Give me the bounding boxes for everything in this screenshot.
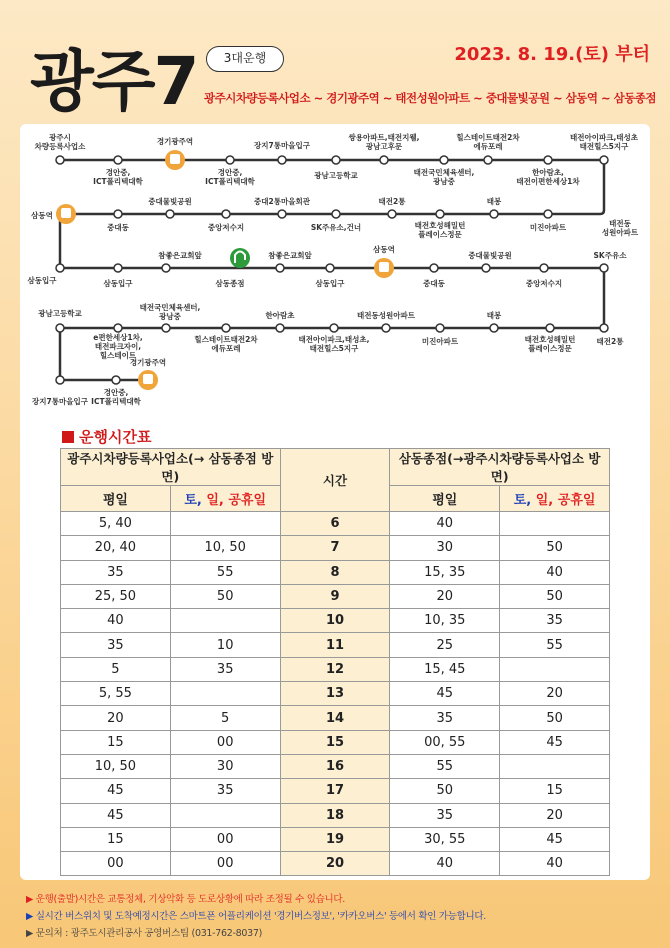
hour-cell: 12	[280, 657, 390, 681]
dir1-weekday-cell: 45	[61, 779, 171, 803]
stop-label: 삼동역	[31, 211, 53, 220]
dir1-weekday-cell: 5, 40	[61, 512, 171, 536]
timetable-row	[61, 754, 610, 778]
dir1-weekday-cell: 10, 50	[61, 754, 171, 778]
dir2-weekday-cell: 10, 35	[390, 609, 500, 633]
route-map	[20, 124, 650, 420]
dir2-weekday-cell: 30	[390, 536, 500, 560]
stop-label: ICT폴리텍대학	[205, 177, 255, 186]
timetable-row	[61, 827, 610, 851]
dir1-weekday-cell: 5	[61, 657, 171, 681]
dir2-holiday-cell: 15	[500, 779, 610, 803]
stop-label: 태전호성해밀턴	[524, 335, 576, 344]
stop-label: 태전아이파크,태성초	[569, 133, 639, 142]
dir2-holiday-cell: 35	[500, 609, 610, 633]
note-contact: ▶ 문의처 : 광주도시관리공사 공영버스팀 (031-762-8037)	[26, 928, 263, 939]
dir1-weekday-cell: 00	[61, 852, 171, 876]
stop-label: 중대동	[107, 223, 129, 232]
stop-label: 태봉	[486, 311, 502, 320]
dir2-holiday-cell: 40	[500, 852, 610, 876]
timetable-row	[61, 633, 610, 657]
stop-label: 경기광주역	[129, 358, 167, 367]
note-delay: ▶ 운행(출발)시간은 교통정체, 기상악화 등 도로상황에 따라 조정될 수 있습니다.	[26, 894, 345, 905]
dir1-holiday-cell: 35	[170, 657, 280, 681]
dir2-holiday-cell: 50	[500, 584, 610, 608]
dir2-weekday-cell: 55	[390, 754, 500, 778]
timetable-title: 운행시간표	[62, 426, 151, 447]
stop-label: 경안중,	[217, 168, 243, 177]
stop-label: 장지7통마을입구	[254, 141, 310, 150]
dir2-weekday-cell: 15, 35	[390, 560, 500, 584]
bus-station-icon	[374, 258, 394, 278]
timetable-row	[61, 512, 610, 536]
bus-count-badge: 3대운행	[206, 46, 284, 72]
stop-label: 삼동역	[373, 245, 395, 254]
stop-label: 중대물빛공원	[468, 251, 512, 260]
timetable	[60, 448, 610, 876]
stop-label: 태전2통	[596, 337, 624, 346]
stop-label: 광남고후문	[365, 142, 403, 151]
holiday-header: 토, 일, 공휴일	[500, 486, 610, 512]
stop-label: 태전동성원아파트	[357, 311, 415, 320]
stop-label: 광남고등학교	[314, 171, 358, 180]
dir2-weekday-cell: 40	[390, 512, 500, 536]
dir1-weekday-cell: 35	[61, 633, 171, 657]
holiday-header: 토, 일, 공휴일	[170, 486, 280, 512]
dir1-holiday-cell: 10	[170, 633, 280, 657]
dir1-holiday-cell: 55	[170, 560, 280, 584]
timetable-row	[61, 657, 610, 681]
dir1-weekday-cell: 20	[61, 706, 171, 730]
stop-label: 중앙저수지	[525, 279, 563, 288]
content-panel	[20, 124, 650, 880]
dir1-holiday-cell: 00	[170, 730, 280, 754]
stop-label: 태전국민체육센터,	[139, 303, 201, 312]
stop-label: 삼동입구	[315, 279, 345, 288]
stop-label: 태전힐스5지구	[579, 142, 629, 151]
dir1-weekday-cell: 40	[61, 609, 171, 633]
hour-cell: 13	[280, 682, 390, 706]
stop-label: 미진아파트	[529, 223, 567, 232]
stop-label: 힐스테이트태전2차	[194, 335, 258, 344]
stop-label: 삼동입구	[103, 279, 133, 288]
hour-cell: 17	[280, 779, 390, 803]
dir1-weekday-cell: 15	[61, 730, 171, 754]
timetable-row	[61, 779, 610, 803]
stop-label: 중대동	[423, 279, 445, 288]
timetable-row	[61, 730, 610, 754]
stop-label: 참좋은교회앞	[158, 251, 202, 260]
dir1-holiday-cell	[170, 682, 280, 706]
dir2-holiday-cell	[500, 512, 610, 536]
stop-label: 참좋은교회앞	[268, 251, 312, 260]
u-turn-icon	[230, 248, 250, 268]
route-name: 광주7	[30, 43, 198, 120]
dir1-weekday-cell: 45	[61, 803, 171, 827]
stop-label: 광남중	[433, 177, 455, 186]
stop-label: 태봉	[486, 197, 502, 206]
stop-label: 태전국민체육센터,	[413, 168, 475, 177]
dir1-holiday-cell: 35	[170, 779, 280, 803]
dir2-holiday-cell: 40	[500, 560, 610, 584]
dir1-holiday-cell: 30	[170, 754, 280, 778]
timetable-row	[61, 852, 610, 876]
stop-label: 태전호성해밀턴	[414, 221, 466, 230]
hour-cell: 14	[280, 706, 390, 730]
stop-label: 중대2통마을회관	[254, 197, 310, 206]
hour-cell: 18	[280, 803, 390, 827]
hour-cell: 9	[280, 584, 390, 608]
hour-cell: 8	[280, 560, 390, 584]
dir1-holiday-cell: 00	[170, 852, 280, 876]
dir2-weekday-cell: 20	[390, 584, 500, 608]
dir1-weekday-cell: 20, 40	[61, 536, 171, 560]
dir2-weekday-cell: 00, 55	[390, 730, 500, 754]
direction-1-header: 광주시차량등록사업소(→ 삼동종점 방면)	[61, 449, 281, 486]
dir2-holiday-cell: 45	[500, 827, 610, 851]
dir2-weekday-cell: 35	[390, 706, 500, 730]
stop-label: 힐스테이트	[99, 351, 137, 360]
stop-label: 장지7통마을입구	[32, 397, 88, 406]
stop-label: 태전파크자이,	[94, 342, 142, 351]
stop-label: 태전아이파크,태성초,	[298, 335, 370, 344]
stop-label: 경기광주역	[156, 137, 194, 146]
stop-label: 태전2통	[378, 197, 406, 206]
stop-label: 광주시	[49, 133, 71, 142]
hour-cell: 7	[280, 536, 390, 560]
dir2-weekday-cell: 25	[390, 633, 500, 657]
stop-label: 경안중,	[103, 388, 129, 397]
stop-label: 태전동	[609, 219, 631, 228]
hour-cell: 6	[280, 512, 390, 536]
dir2-weekday-cell: 40	[390, 852, 500, 876]
timetable-row	[61, 609, 610, 633]
stop-label: 한아람초	[265, 311, 295, 320]
stop-label: 태전이편한세상1차	[516, 177, 580, 186]
stop-label: 에듀포레	[211, 344, 241, 353]
hour-cell: 16	[280, 754, 390, 778]
stop-label: 플레이스정문	[418, 230, 462, 239]
timetable-row	[61, 536, 610, 560]
weekday-header: 평일	[61, 486, 171, 512]
dir2-weekday-cell: 45	[390, 682, 500, 706]
bus-station-icon	[138, 370, 158, 390]
dir2-weekday-cell: 35	[390, 803, 500, 827]
time-header: 시간	[280, 449, 390, 512]
start-date: 2023. 8. 19.(토) 부터	[454, 44, 650, 65]
stop-label: SK주유소,건너	[310, 223, 362, 232]
stop-label: 성원아파트	[601, 228, 639, 237]
dir1-holiday-cell: 50	[170, 584, 280, 608]
dir2-weekday-cell: 15, 45	[390, 657, 500, 681]
dir2-holiday-cell: 20	[500, 682, 610, 706]
dir1-holiday-cell: 10, 50	[170, 536, 280, 560]
hour-cell: 11	[280, 633, 390, 657]
hour-cell: 10	[280, 609, 390, 633]
stop-label: 플레이스정문	[528, 344, 572, 353]
dir2-holiday-cell	[500, 754, 610, 778]
stop-label: 차량등록사업소	[34, 142, 86, 151]
stop-label: 경안중,	[105, 168, 131, 177]
timetable-row	[61, 584, 610, 608]
dir2-holiday-cell: 55	[500, 633, 610, 657]
notes	[26, 891, 486, 942]
dir1-weekday-cell: 5, 55	[61, 682, 171, 706]
stop-label: 광남고등학교	[38, 309, 82, 318]
bus-station-icon	[56, 204, 76, 224]
dir2-weekday-cell: 50	[390, 779, 500, 803]
dir2-holiday-cell	[500, 657, 610, 681]
hour-cell: 20	[280, 852, 390, 876]
dir2-holiday-cell: 50	[500, 536, 610, 560]
dir2-holiday-cell: 20	[500, 803, 610, 827]
dir2-holiday-cell: 45	[500, 730, 610, 754]
dir1-holiday-cell	[170, 803, 280, 827]
stop-label: ICT폴리텍대학	[91, 397, 141, 406]
dir1-holiday-cell: 00	[170, 827, 280, 851]
weekday-header: 평일	[390, 486, 500, 512]
dir1-holiday-cell	[170, 512, 280, 536]
hour-cell: 15	[280, 730, 390, 754]
dir1-holiday-cell: 5	[170, 706, 280, 730]
dir2-holiday-cell: 50	[500, 706, 610, 730]
stop-label: 삼동입구	[27, 276, 57, 285]
dir1-weekday-cell: 25, 50	[61, 584, 171, 608]
stop-label: 쌍용아파트,태전지웰,	[348, 133, 420, 142]
stop-label: 에듀포레	[473, 142, 503, 151]
stop-label: 힐스테이트태전2차	[456, 133, 520, 142]
stop-label: 태전힐스5지구	[309, 344, 359, 353]
stop-label: 삼동종점	[215, 279, 245, 288]
dir1-weekday-cell: 15	[61, 827, 171, 851]
bus-station-icon	[165, 150, 185, 170]
stop-label: ICT폴리텍대학	[93, 177, 143, 186]
stop-label: 한아람초,	[532, 168, 564, 177]
route-summary: 광주시차량등록사업소 ~ 경기광주역 ~ 태전성원아파트 ~ 중대물빛공원 ~ 삼동역 ~ 삼동종점	[204, 91, 657, 105]
dir1-holiday-cell	[170, 609, 280, 633]
stop-label: 미진아파트	[421, 337, 459, 346]
title-square-icon	[62, 431, 74, 443]
stop-label: e편한세상1차,	[93, 333, 143, 342]
dir1-weekday-cell: 35	[61, 560, 171, 584]
stop-label: 중대물빛공원	[148, 197, 192, 206]
timetable-row	[61, 682, 610, 706]
timetable-row	[61, 803, 610, 827]
stop-label: 광남중	[159, 312, 181, 321]
timetable-row	[61, 706, 610, 730]
stop-label: SK주유소	[593, 251, 627, 260]
direction-2-header: 삼동종점(→광주시차량등록사업소 방면)	[390, 449, 610, 486]
timetable-row	[61, 560, 610, 584]
note-realtime: ▶ 실시간 버스위치 및 도착예정시간은 스마트폰 어플리케이션 '경기버스정보', '카카오버스' 등에서 확인 가능합니다.	[26, 911, 486, 922]
stop-label: 중앙저수지	[207, 223, 245, 232]
dir2-weekday-cell: 30, 55	[390, 827, 500, 851]
hour-cell: 19	[280, 827, 390, 851]
